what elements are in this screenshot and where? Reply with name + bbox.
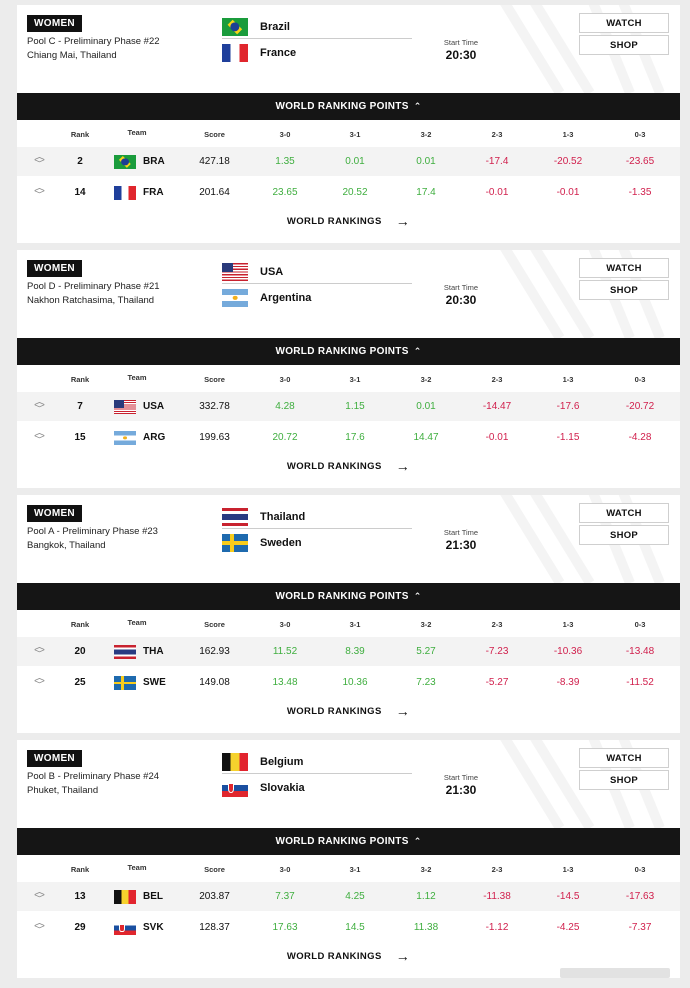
points-3-0: 1.35 (275, 156, 295, 167)
points-3-1: 17.6 (345, 432, 365, 443)
header-3-2: 3-2 (420, 865, 432, 874)
points-2-3: -1.12 (485, 922, 509, 933)
wrp-label: WORLD RANKING POINTS (275, 836, 409, 847)
table-row (17, 668, 680, 697)
away-team (222, 42, 412, 64)
header-0-3: 0-3 (634, 375, 646, 384)
home-team (222, 750, 412, 774)
points-3-0: 4.28 (275, 401, 295, 412)
france-flag-icon (222, 44, 248, 62)
away-team (222, 287, 412, 309)
start-time-value: 21:30 (445, 783, 477, 797)
points-3-0: 20.72 (272, 432, 298, 443)
away-team-name: Sweden (260, 537, 302, 549)
team-code: BEL (143, 891, 163, 902)
belgium-flag-icon (114, 890, 136, 904)
points-2-3: -0.01 (485, 432, 509, 443)
expand-arrows-icon[interactable]: <> (34, 921, 44, 932)
match-card (17, 495, 680, 733)
header-1-3: 1-3 (562, 620, 574, 629)
points-1-3: -8.39 (556, 677, 580, 688)
match-location: Bangkok, Thailand (27, 540, 106, 551)
points-3-2: 0.01 (416, 156, 436, 167)
score: 162.93 (199, 646, 230, 657)
category-badge: WOMEN (27, 505, 82, 522)
header-0-3: 0-3 (634, 130, 646, 139)
argentina-flag-icon (114, 431, 136, 445)
header-3-1: 3-1 (349, 620, 361, 629)
points-0-3: -20.72 (625, 401, 655, 412)
shop-button[interactable]: SHOP (579, 280, 669, 300)
france-flag-icon (114, 186, 136, 200)
world-rankings-link[interactable] (17, 945, 680, 967)
score: 149.08 (199, 677, 230, 688)
team-code: ARG (143, 432, 166, 443)
points-3-2: 1.12 (416, 891, 436, 902)
watch-button[interactable]: WATCH (579, 258, 669, 278)
belgium-flag-icon (222, 753, 248, 771)
pool-phase: Pool A - Preliminary Phase #23 (27, 526, 158, 537)
start-time-value: 20:30 (445, 293, 477, 307)
score: 332.78 (199, 401, 230, 412)
brazil-flag-icon (222, 18, 248, 36)
chevron-up-icon: ⌃ (413, 101, 422, 111)
points-1-3: -10.36 (553, 646, 583, 657)
home-team-name: Brazil (260, 20, 290, 33)
away-team-name: France (260, 47, 297, 59)
start-time (437, 528, 485, 552)
points-1-3: -14.5 (556, 891, 580, 902)
watch-button[interactable]: WATCH (579, 748, 669, 768)
points-3-1: 4.25 (345, 891, 365, 902)
world-rankings-label: WORLD RANKINGS (286, 215, 382, 227)
header-team: Team (127, 618, 147, 627)
start-time-label: Start Time (443, 283, 479, 292)
header-rank: Rank (70, 375, 90, 384)
sweden-flag-icon (114, 676, 136, 690)
header-2-3: 2-3 (491, 375, 503, 384)
header-0-3: 0-3 (634, 865, 646, 874)
team-code: BRA (143, 156, 165, 167)
home-team (222, 505, 412, 529)
points-3-0: 23.65 (272, 187, 298, 198)
header-3-1: 3-1 (349, 375, 361, 384)
slovakia-flag-icon (114, 921, 136, 935)
category-badge: WOMEN (27, 750, 82, 767)
points-1-3: -17.6 (556, 401, 580, 412)
points-0-3: -13.48 (625, 646, 655, 657)
header-3-2: 3-2 (420, 375, 432, 384)
header-3-1: 3-1 (349, 865, 361, 874)
header-score: Score (204, 620, 225, 629)
points-3-2: 7.23 (416, 677, 436, 688)
points-table-header (17, 610, 680, 637)
world-rankings-link[interactable] (17, 455, 680, 477)
rank: 29 (74, 922, 86, 933)
pool-phase: Pool D - Preliminary Phase #21 (27, 281, 160, 292)
usa-flag-icon (222, 263, 248, 281)
points-3-1: 8.39 (345, 646, 365, 657)
team-code: SWE (143, 677, 166, 688)
points-0-3: -4.28 (628, 432, 652, 443)
arrow-right-icon: → (395, 458, 411, 474)
table-row (17, 392, 680, 421)
watermark-logo-icon (560, 965, 678, 981)
shop-button[interactable]: SHOP (579, 525, 669, 545)
start-time (437, 773, 485, 797)
points-2-3: -11.38 (483, 891, 511, 902)
points-3-1: 0.01 (345, 156, 365, 167)
header-3-0: 3-0 (279, 865, 291, 874)
header-score: Score (204, 865, 225, 874)
points-3-2: 0.01 (416, 401, 436, 412)
table-row (17, 147, 680, 176)
thailand-flag-icon (222, 508, 248, 526)
sweden-flag-icon (222, 534, 248, 552)
match-location: Nakhon Ratchasima, Thailand (27, 295, 155, 306)
match-location: Phuket, Thailand (27, 785, 99, 796)
score: 427.18 (199, 156, 230, 167)
expand-arrows-icon[interactable]: <> (34, 676, 44, 687)
header-score: Score (204, 130, 225, 139)
rank: 14 (74, 187, 86, 198)
category-badge: WOMEN (27, 15, 82, 32)
points-3-0: 17.63 (272, 922, 298, 933)
arrow-right-icon: → (395, 703, 411, 719)
points-1-3: -4.25 (556, 922, 580, 933)
points-3-1: 14.5 (345, 922, 365, 933)
points-3-2: 17.4 (416, 187, 436, 198)
away-team-name: Slovakia (260, 782, 305, 794)
team-code: USA (143, 401, 165, 412)
points-2-3: -0.01 (485, 187, 509, 198)
slovakia-flag-icon (222, 779, 248, 797)
world-ranking-points-toggle[interactable] (17, 93, 680, 120)
start-time-value: 21:30 (445, 538, 477, 552)
header-team: Team (127, 128, 147, 137)
away-team (222, 777, 412, 799)
home-team-name: USA (260, 265, 284, 278)
header-1-3: 1-3 (562, 130, 574, 139)
header-3-0: 3-0 (279, 620, 291, 629)
rank: 20 (74, 646, 86, 657)
header-team: Team (127, 863, 147, 872)
header-2-3: 2-3 (491, 130, 503, 139)
table-row (17, 913, 680, 942)
points-2-3: -17.4 (485, 156, 509, 167)
home-team (222, 260, 412, 284)
world-rankings-link[interactable] (17, 700, 680, 722)
shop-button[interactable]: SHOP (579, 770, 669, 790)
rank: 15 (74, 432, 86, 443)
points-table-header (17, 855, 680, 882)
chevron-up-icon: ⌃ (413, 836, 422, 846)
points-0-3: -7.37 (628, 922, 652, 933)
arrow-right-icon: → (395, 213, 411, 229)
points-3-0: 13.48 (272, 677, 298, 688)
home-team-name: Belgium (260, 755, 304, 768)
points-1-3: -20.52 (553, 156, 583, 167)
start-time-value: 20:30 (445, 48, 477, 62)
wrp-label: WORLD RANKING POINTS (275, 346, 409, 357)
header-0-3: 0-3 (634, 620, 646, 629)
points-2-3: -5.27 (485, 677, 509, 688)
expand-arrows-icon[interactable]: <> (34, 645, 44, 656)
rank: 25 (74, 677, 86, 688)
rank: 13 (74, 891, 86, 902)
home-team-name: Thailand (260, 510, 306, 523)
team-code: FRA (143, 187, 164, 198)
header-2-3: 2-3 (491, 620, 503, 629)
expand-arrows-icon[interactable]: <> (34, 186, 44, 197)
brazil-flag-icon (114, 155, 136, 169)
start-time (437, 38, 485, 62)
world-rankings-label: WORLD RANKINGS (286, 705, 382, 717)
points-3-1: 1.15 (345, 401, 365, 412)
points-0-3: -17.63 (625, 891, 655, 902)
away-team-name: Argentina (260, 292, 312, 304)
team-code: SVK (143, 922, 164, 933)
rank: 7 (77, 401, 83, 412)
header-3-2: 3-2 (420, 620, 432, 629)
thailand-flag-icon (114, 645, 136, 659)
header-3-1: 3-1 (349, 130, 361, 139)
world-ranking-points-toggle[interactable] (17, 828, 680, 855)
points-table-header (17, 120, 680, 147)
points-3-2: 11.38 (413, 922, 439, 933)
points-3-1: 10.36 (342, 677, 368, 688)
expand-arrows-icon[interactable]: <> (34, 431, 44, 442)
argentina-flag-icon (222, 289, 248, 307)
world-ranking-points-toggle[interactable] (17, 583, 680, 610)
world-ranking-points-toggle[interactable] (17, 338, 680, 365)
world-rankings-label: WORLD RANKINGS (286, 950, 382, 962)
points-2-3: -7.23 (485, 646, 509, 657)
match-location: Chiang Mai, Thailand (27, 50, 117, 61)
category-badge: WOMEN (27, 260, 82, 277)
header-2-3: 2-3 (491, 865, 503, 874)
header-3-2: 3-2 (420, 130, 432, 139)
table-row (17, 882, 680, 911)
table-row (17, 637, 680, 666)
header-1-3: 1-3 (562, 865, 574, 874)
points-1-3: -0.01 (556, 187, 580, 198)
points-2-3: -14.47 (482, 401, 512, 412)
team-code: THA (143, 646, 164, 657)
world-rankings-link[interactable] (17, 210, 680, 232)
home-team (222, 15, 412, 39)
match-card (17, 5, 680, 243)
points-0-3: -23.65 (625, 156, 655, 167)
points-3-1: 20.52 (342, 187, 368, 198)
table-row (17, 178, 680, 207)
header-3-0: 3-0 (279, 130, 291, 139)
rank: 2 (77, 156, 83, 167)
wrp-label: WORLD RANKING POINTS (275, 101, 409, 112)
away-team (222, 532, 412, 554)
header-team: Team (127, 373, 147, 382)
header-rank: Rank (70, 865, 90, 874)
header-1-3: 1-3 (562, 375, 574, 384)
arrow-right-icon: → (395, 948, 411, 964)
start-time-label: Start Time (443, 773, 479, 782)
start-time (437, 283, 485, 307)
start-time-label: Start Time (443, 38, 479, 47)
points-0-3: -1.35 (628, 187, 652, 198)
header-3-0: 3-0 (279, 375, 291, 384)
pool-phase: Pool B - Preliminary Phase #24 (27, 771, 160, 782)
points-3-0: 11.52 (272, 646, 298, 657)
score: 128.37 (199, 922, 230, 933)
points-0-3: -11.52 (626, 677, 654, 688)
points-3-2: 14.47 (413, 432, 439, 443)
header-score: Score (204, 375, 225, 384)
header-rank: Rank (70, 620, 90, 629)
watch-button[interactable]: WATCH (579, 13, 669, 33)
match-card (17, 740, 680, 978)
usa-flag-icon (114, 400, 136, 414)
points-1-3: -1.15 (556, 432, 580, 443)
header-rank: Rank (70, 130, 90, 139)
pool-phase: Pool C - Preliminary Phase #22 (27, 36, 160, 47)
score: 201.64 (199, 187, 230, 198)
table-row (17, 423, 680, 452)
score: 203.87 (199, 891, 230, 902)
wrp-label: WORLD RANKING POINTS (275, 591, 409, 602)
chevron-up-icon: ⌃ (413, 591, 422, 601)
watch-button[interactable]: WATCH (579, 503, 669, 523)
shop-button[interactable]: SHOP (579, 35, 669, 55)
points-3-0: 7.37 (275, 891, 295, 902)
expand-arrows-icon[interactable]: <> (34, 890, 44, 901)
expand-arrows-icon[interactable]: <> (34, 400, 44, 411)
score: 199.63 (199, 432, 230, 443)
points-3-2: 5.27 (416, 646, 436, 657)
match-card (17, 250, 680, 488)
expand-arrows-icon[interactable]: <> (34, 155, 44, 166)
world-rankings-label: WORLD RANKINGS (286, 460, 382, 472)
chevron-up-icon: ⌃ (413, 346, 422, 356)
start-time-label: Start Time (443, 528, 479, 537)
points-table-header (17, 365, 680, 392)
